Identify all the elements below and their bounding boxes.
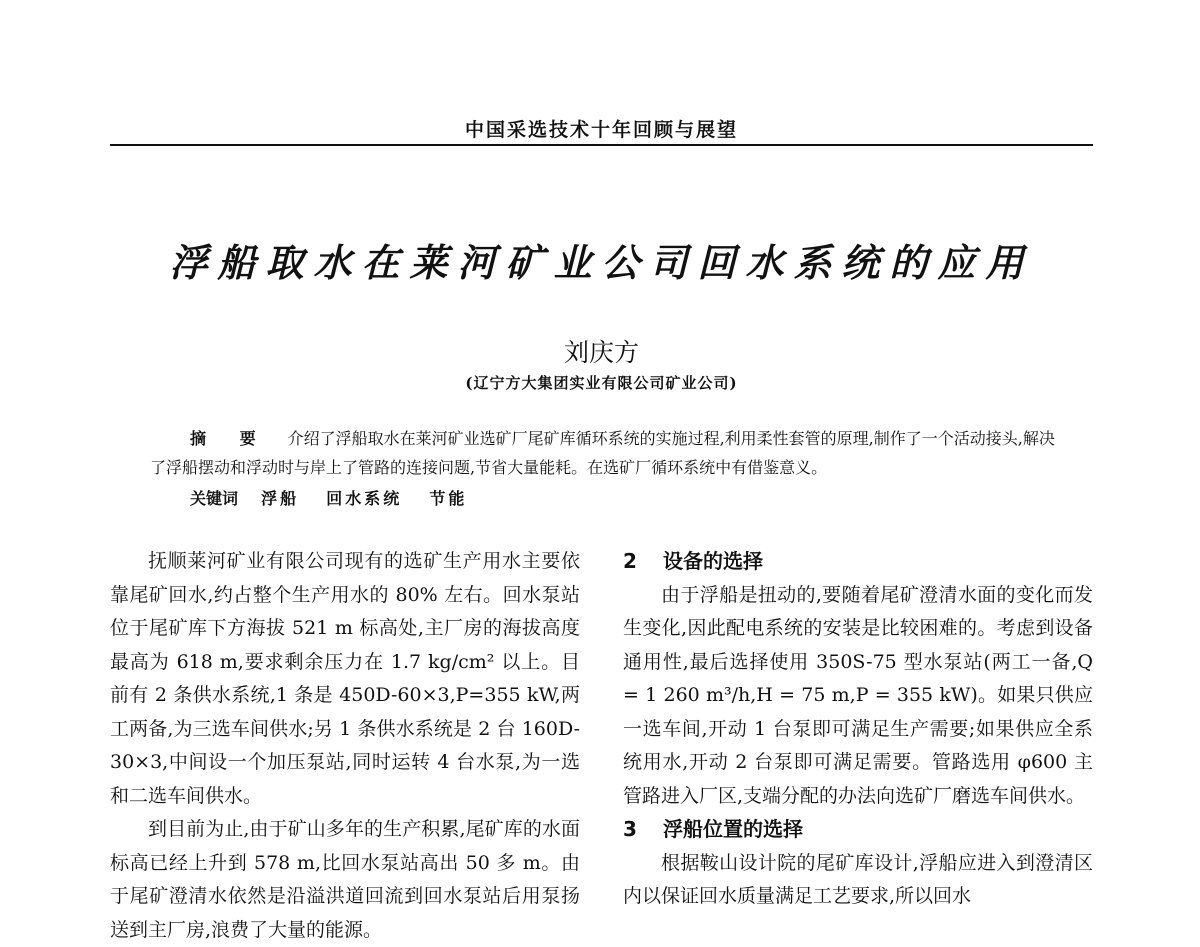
keyword: 节能 bbox=[429, 489, 468, 508]
keywords-label: 关键词 bbox=[190, 489, 239, 508]
author-affiliation: (辽宁方大集团实业有限公司矿业公司) bbox=[465, 374, 738, 392]
abstract-text: 介绍了浮船取水在莱河矿业选矿厂尾矿库循环系统的实施过程,利用柔性套管的原理,制作了一个活动接头,解决了浮船摆动和浮动时与岸上了管路的连接问题,节省大量能耗。在选矿厂循环系统中有借鉴意义。 bbox=[150, 429, 1055, 477]
abstract bbox=[150, 424, 1055, 482]
section-title: 浮船位置的选择 bbox=[663, 817, 803, 841]
section-heading bbox=[623, 545, 1093, 579]
header-rule bbox=[110, 144, 1093, 146]
running-head: 中国采选技术十年回顾与展望 bbox=[464, 119, 738, 141]
body-paragraph: 根据鞍山设计院的尾矿库设计,浮船应进入到澄清区内以保证回水质量满足工艺要求,所以回水 bbox=[623, 851, 1093, 907]
left-column bbox=[110, 545, 580, 947]
body-paragraph: 到目前为止,由于矿山多年的生产积累,尾矿库的水面标高已经上升到 578 m,比回水泵站高出 50 多 m。由于尾矿澄清水依然是沿溢洪道回流到回水泵站后用泵扬送到主厂房,浪费了大量的能源。 bbox=[110, 818, 580, 941]
keyword: 回水系统 bbox=[326, 489, 403, 508]
abstract-label: 摘 要 bbox=[190, 429, 270, 448]
section-title: 设备的选择 bbox=[663, 549, 763, 573]
body-paragraph: 由于浮船是扭动的,要随着尾矿澄清水面的变化而发生变化,因此配电系统的安装是比较困难的。考虑到设备通用性,最后选择使用 350S-75 型水泵站(两工一备,Q = 1 260 m³/h,H = 75 m,P = 355 kW)。如果只供应一选车间,开动 1 台泵即可满足生产需要;如果供应全系统用水,开动 2 台泵即可满足需要。管路选用 φ600 主管路进入厂区,支端分配的办法向选矿厂磨选车间供水。 bbox=[623, 583, 1093, 807]
section-number: 2 bbox=[623, 549, 637, 573]
keywords bbox=[150, 484, 1055, 513]
author-name: 刘庆方 bbox=[563, 338, 639, 367]
keyword: 浮船 bbox=[261, 489, 300, 508]
body-paragraph: 抚顺莱河矿业有限公司现有的选矿生产用水主要依靠尾矿回水,约占整个生产用水的 80% 左右。回水泵站位于尾矿库下方海拔 521 m 标高处,主厂房的海拔高度最高为 618 m,要求剩余压力在 1.7 kg/cm² 以上。目前有 2 条供水系统,1 条是 450D-60×3,P=355 kW,两工两备,为三选车间供水;另 1 条供水系统是 2 台 160D-30×3,中间设一个加压泵站,同时运转 4 台水泵,为一选和二选车间供水。 bbox=[110, 550, 580, 807]
section-number: 3 bbox=[623, 817, 637, 841]
section-heading bbox=[623, 813, 1093, 847]
right-column bbox=[623, 545, 1093, 914]
article-title: 浮船取水在莱河矿业公司回水系统的应用 bbox=[169, 240, 1034, 285]
